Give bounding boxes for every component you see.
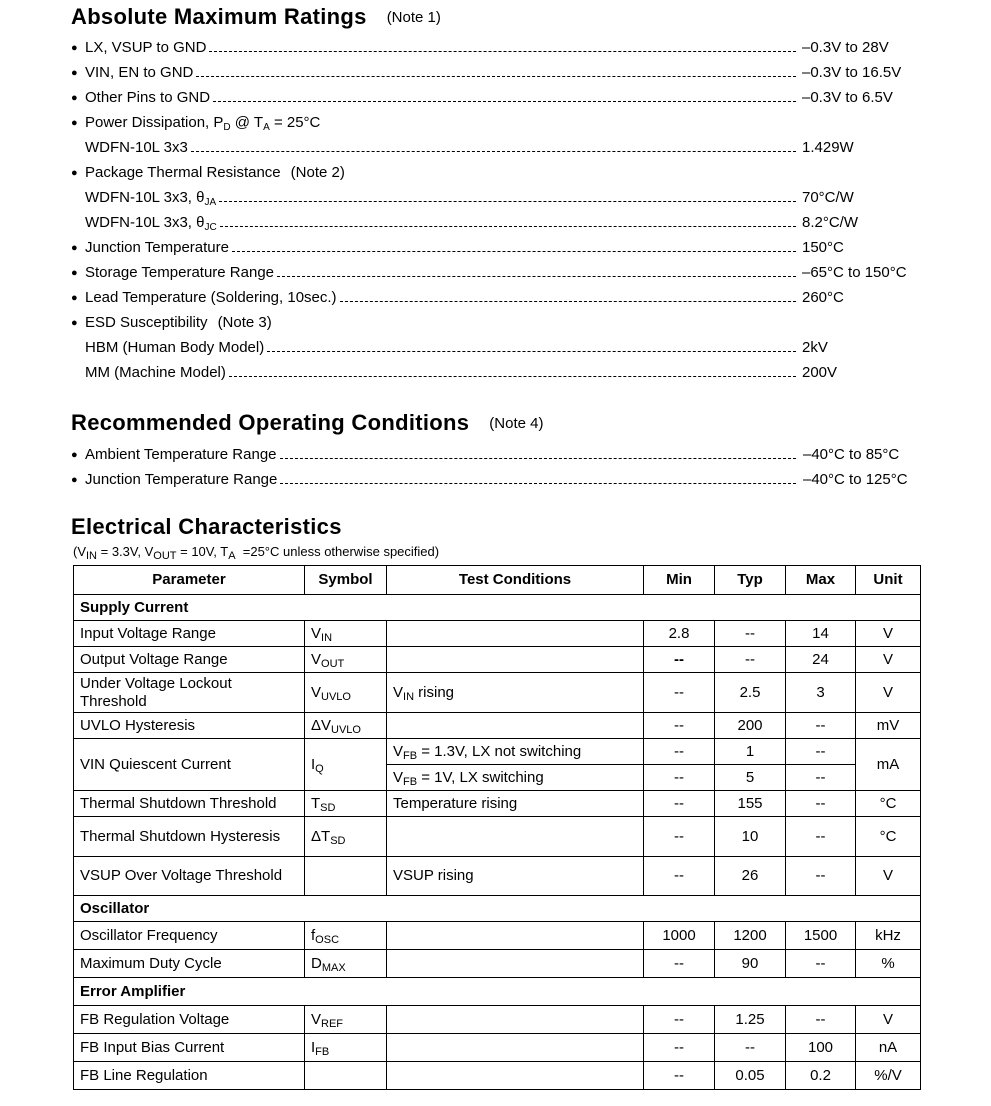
bullet-icon: ●: [71, 42, 78, 54]
param-cell: Output Voltage Range: [74, 647, 305, 673]
rating-row: [71, 37, 931, 59]
min-cell: --: [644, 739, 715, 765]
bullet-icon: ●: [71, 117, 78, 129]
bullet-icon: ●: [71, 92, 78, 104]
symbol-cell: $D_{MAX}$: [305, 950, 387, 978]
rating-value: –0.3V to 16.5V: [802, 64, 902, 81]
table-row: [74, 791, 921, 817]
rating-row: [71, 212, 931, 234]
rating-row: [71, 362, 931, 384]
test-cell: [387, 922, 644, 950]
symbol-cell: [305, 857, 387, 896]
rating-row: [71, 162, 931, 184]
col-header: Parameter: [74, 566, 305, 595]
rating-value: 150°C: [802, 239, 844, 256]
section-title: Supply Current: [74, 595, 921, 621]
min-cell: 1000: [644, 922, 715, 950]
rating-row: [71, 112, 931, 134]
test-cell: VSUP rising: [387, 857, 644, 896]
table-row: [74, 922, 921, 950]
param-cell: FB Input Bias Current: [74, 1034, 305, 1062]
test-cell: [387, 950, 644, 978]
rating-label: Package Thermal Resistance (Note 2): [85, 164, 345, 181]
rating-value: –0.3V to 28V: [802, 39, 889, 56]
amr-note: (Note 1): [386, 9, 441, 26]
col-header: Symbol: [305, 566, 387, 595]
bullet-icon: ●: [71, 167, 78, 179]
leader-dashes: [219, 201, 796, 202]
rating-label: Lead Temperature (Soldering, 10sec.): [85, 289, 337, 306]
rating-row: [71, 187, 931, 209]
typ-cell: 1: [715, 739, 786, 765]
rating-row: [71, 337, 931, 359]
rating-row: [71, 137, 931, 159]
amr-title: Absolute Maximum Ratings: [71, 4, 367, 29]
rating-value: 8.2°C/W: [802, 214, 859, 231]
leader-dashes: [213, 101, 796, 102]
max-cell: --: [786, 739, 856, 765]
bullet-icon: ●: [71, 292, 78, 304]
symbol-cell: $V_{REF}$: [305, 1006, 387, 1034]
test-cell: $V_{IN}$ rising: [387, 673, 644, 713]
min-cell: --: [644, 1034, 715, 1062]
table-row: [74, 739, 921, 765]
symbol-cell: $V_{UVLO}$: [305, 673, 387, 713]
min-cell: --: [644, 765, 715, 791]
rating-value: 200V: [802, 364, 838, 381]
unit-cell: kHz: [856, 922, 921, 950]
table-row: [74, 673, 921, 713]
table-row: [74, 713, 921, 739]
typ-cell: 90: [715, 950, 786, 978]
min-cell: --: [644, 857, 715, 896]
typ-cell: --: [715, 1034, 786, 1062]
leader-dashes: [267, 351, 796, 352]
test-cell: $V_{FB} = 1.3V$, LX not switching: [387, 739, 644, 765]
rating-row: [71, 62, 931, 84]
col-header: Max: [786, 566, 856, 595]
rating-row: [71, 87, 931, 109]
symbol-cell: $V_{OUT}$: [305, 647, 387, 673]
rating-note: (Note 3): [217, 314, 272, 331]
leader-dashes: [232, 251, 796, 252]
max-cell: --: [786, 857, 856, 896]
rating-label: LX, VSUP to GND: [85, 39, 207, 56]
table-row: [74, 1062, 921, 1090]
rating-label: Ambient Temperature Range: [85, 446, 277, 463]
bullet-icon: ●: [71, 242, 78, 254]
typ-cell: --: [715, 647, 786, 673]
symbol-cell: $T_{SD}$: [305, 791, 387, 817]
test-cell: [387, 1034, 644, 1062]
max-cell: --: [786, 1006, 856, 1034]
typ-cell: 2.5: [715, 673, 786, 713]
unit-cell: V: [856, 621, 921, 647]
min-cell: --: [644, 647, 715, 673]
unit-cell: °C: [856, 791, 921, 817]
max-cell: 14: [786, 621, 856, 647]
symbol-cell: $I_{FB}$: [305, 1034, 387, 1062]
unit-cell: V: [856, 673, 921, 713]
param-cell: FB Line Regulation: [74, 1062, 305, 1090]
ec-heading: [71, 514, 342, 540]
rating-label: WDFN-10L 3x3, $\theta_{JC}$: [85, 214, 217, 233]
max-cell: 100: [786, 1034, 856, 1062]
table-row: [74, 647, 921, 673]
typ-cell: 1200: [715, 922, 786, 950]
symbol-cell: [305, 1062, 387, 1090]
typ-cell: 0.05: [715, 1062, 786, 1090]
table-row: [74, 1006, 921, 1034]
max-cell: 24: [786, 647, 856, 673]
rating-value: –40°C to 125°C: [803, 471, 908, 488]
table-row: [74, 817, 921, 857]
param-cell: VIN Quiescent Current: [74, 739, 305, 791]
unit-cell: nA: [856, 1034, 921, 1062]
typ-cell: 155: [715, 791, 786, 817]
rating-row: [71, 237, 931, 259]
rating-value: –0.3V to 6.5V: [802, 89, 893, 106]
rating-value: –40°C to 85°C: [803, 446, 900, 463]
rating-label: WDFN-10L 3x3: [85, 139, 188, 156]
rating-label: Storage Temperature Range: [85, 264, 275, 281]
min-cell: --: [644, 950, 715, 978]
table-row: [74, 950, 921, 978]
leader-dashes: [340, 301, 796, 302]
param-cell: FB Regulation Voltage: [74, 1006, 305, 1034]
ec-table: [73, 565, 921, 1090]
bullet-icon: ●: [71, 267, 78, 279]
table-row: [74, 621, 921, 647]
param-cell: UVLO Hysteresis: [74, 713, 305, 739]
leader-dashes: [209, 51, 796, 52]
symbol-cell: $f_{OSC}$: [305, 922, 387, 950]
roc-note: (Note 4): [489, 415, 544, 432]
max-cell: --: [786, 791, 856, 817]
max-cell: --: [786, 713, 856, 739]
min-cell: --: [644, 791, 715, 817]
ec-title: Electrical Characteristics: [71, 514, 342, 539]
typ-cell: 26: [715, 857, 786, 896]
rating-note: (Note 2): [290, 164, 345, 181]
unit-cell: V: [856, 857, 921, 896]
test-cell: [387, 713, 644, 739]
table-row: [74, 857, 921, 896]
rating-label: ESD Susceptibility (Note 3): [85, 314, 272, 331]
section-row: [74, 595, 921, 621]
leader-dashes: [196, 76, 796, 77]
rating-row: [71, 444, 931, 466]
rating-label: Junction Temperature Range: [85, 471, 278, 488]
test-cell: [387, 1006, 644, 1034]
typ-cell: 10: [715, 817, 786, 857]
rating-label: VIN, EN to GND: [85, 64, 194, 81]
section-row: [74, 978, 921, 1006]
max-cell: --: [786, 950, 856, 978]
unit-cell: V: [856, 647, 921, 673]
test-cell: $V_{FB} = 1V$, LX switching: [387, 765, 644, 791]
rating-label: WDFN-10L 3x3, $\theta_{JA}$: [85, 189, 217, 208]
param-cell: Oscillator Frequency: [74, 922, 305, 950]
min-cell: --: [644, 1006, 715, 1034]
leader-dashes: [229, 376, 796, 377]
rating-label: MM (Machine Model): [85, 364, 226, 381]
rating-row: [71, 469, 931, 491]
rating-label: Power Dissipation, $P_D$ @ $T_A = 25^\circ C$: [85, 114, 321, 133]
section-title: Error Amplifier: [74, 978, 921, 1006]
min-cell: --: [644, 673, 715, 713]
param-cell: Thermal Shutdown Threshold: [74, 791, 305, 817]
roc-title: Recommended Operating Conditions: [71, 410, 470, 435]
table-row: [74, 1034, 921, 1062]
unit-cell: %: [856, 950, 921, 978]
test-cell: [387, 647, 644, 673]
section-title: Oscillator: [74, 896, 921, 922]
param-cell: VSUP Over Voltage Threshold: [74, 857, 305, 896]
symbol-cell: $V_{IN}$: [305, 621, 387, 647]
symbol-cell: $\Delta V_{UVLO}$: [305, 713, 387, 739]
rating-row: [71, 262, 931, 284]
bullet-icon: ●: [71, 474, 78, 486]
symbol-cell: $I_Q$: [305, 739, 387, 791]
rating-value: 70°C/W: [802, 189, 854, 206]
table-header-row: [74, 566, 921, 595]
max-cell: --: [786, 817, 856, 857]
typ-cell: 200: [715, 713, 786, 739]
rating-value: 260°C: [802, 289, 844, 306]
param-cell: Under Voltage Lockout Threshold: [74, 673, 305, 713]
param-cell: Maximum Duty Cycle: [74, 950, 305, 978]
rating-label: HBM (Human Body Model): [85, 339, 265, 356]
rating-value: 2kV: [802, 339, 828, 356]
col-header: Typ: [715, 566, 786, 595]
test-cell: Temperature rising: [387, 791, 644, 817]
leader-dashes: [280, 458, 796, 459]
rating-row: [71, 287, 931, 309]
max-cell: 1500: [786, 922, 856, 950]
rating-label: Junction Temperature: [85, 239, 229, 256]
max-cell: 0.2: [786, 1062, 856, 1090]
min-cell: --: [644, 1062, 715, 1090]
leader-dashes: [280, 483, 796, 484]
min-cell: 2.8: [644, 621, 715, 647]
typ-cell: --: [715, 621, 786, 647]
ec-conditions: ($V_{IN} = 3.3V$, $V_{OUT} = 10V$, $T_A =25^\circ C$ unless otherwise specified): [73, 544, 440, 562]
max-cell: --: [786, 765, 856, 791]
bullet-icon: ●: [71, 317, 78, 329]
unit-cell: mA: [856, 739, 921, 791]
leader-dashes: [277, 276, 796, 277]
unit-cell: V: [856, 1006, 921, 1034]
min-cell: --: [644, 817, 715, 857]
test-cell: [387, 817, 644, 857]
amr-heading: [71, 4, 441, 30]
unit-cell: °C: [856, 817, 921, 857]
test-cell: [387, 621, 644, 647]
col-header: Min: [644, 566, 715, 595]
param-cell: Input Voltage Range: [74, 621, 305, 647]
unit-cell: %/V: [856, 1062, 921, 1090]
bullet-icon: ●: [71, 67, 78, 79]
typ-cell: 1.25: [715, 1006, 786, 1034]
param-cell: Thermal Shutdown Hysteresis: [74, 817, 305, 857]
unit-cell: mV: [856, 713, 921, 739]
rating-label: Other Pins to GND: [85, 89, 211, 106]
section-row: [74, 896, 921, 922]
min-cell: --: [644, 713, 715, 739]
max-cell: 3: [786, 673, 856, 713]
rating-value: –65°C to 150°C: [802, 264, 907, 281]
leader-dashes: [191, 151, 796, 152]
col-header: Test Conditions: [387, 566, 644, 595]
roc-heading: [71, 410, 543, 436]
bullet-icon: ●: [71, 449, 78, 461]
col-header: Unit: [856, 566, 921, 595]
symbol-cell: $\Delta T_{SD}$: [305, 817, 387, 857]
rating-value: 1.429W: [802, 139, 854, 156]
leader-dashes: [220, 226, 796, 227]
typ-cell: 5: [715, 765, 786, 791]
test-cell: [387, 1062, 644, 1090]
rating-row: [71, 312, 931, 334]
